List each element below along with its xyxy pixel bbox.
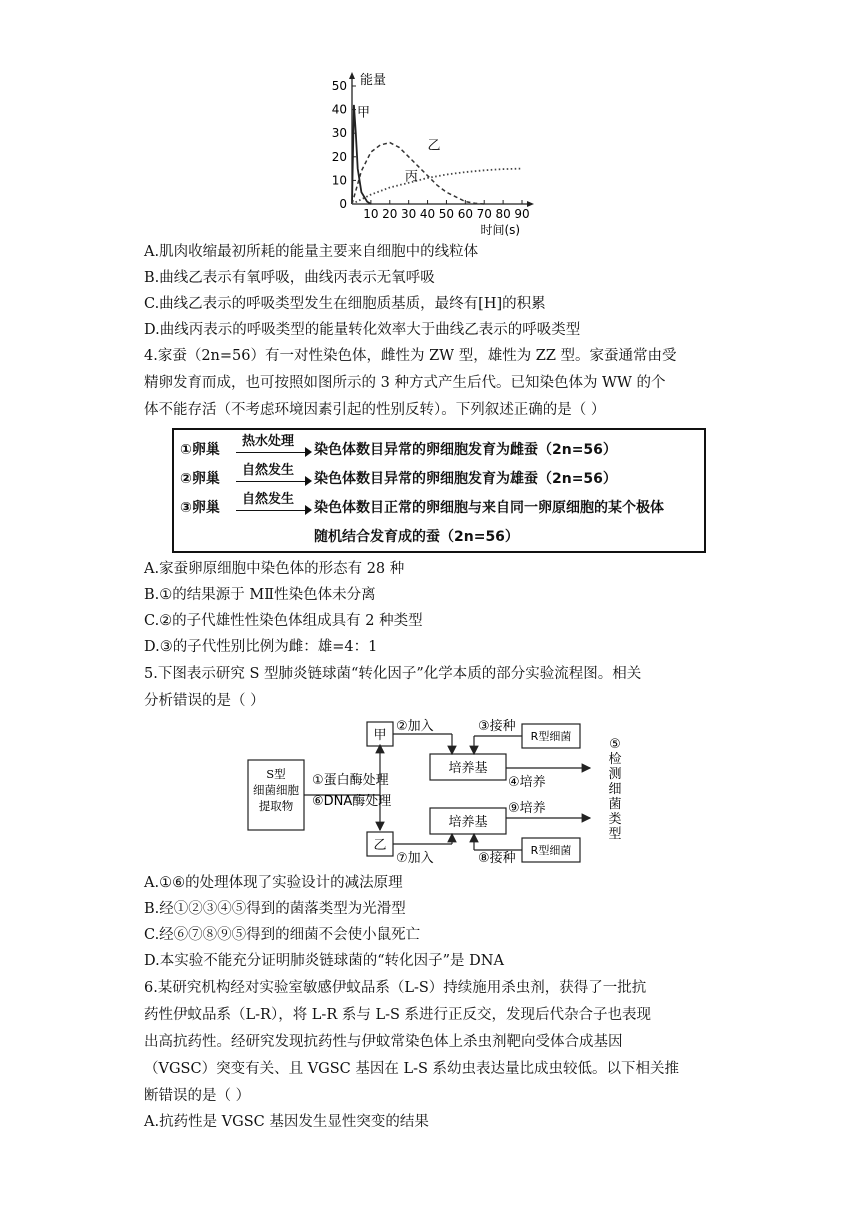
q6-stem-line: 断错误的是（ ） <box>144 1088 251 1104</box>
x-tick-label: 30 <box>401 207 417 221</box>
y-tick-label: 30 <box>331 126 347 141</box>
culture-label-2: ⑨培养 <box>508 801 546 816</box>
q4-box-num: ③卵巢 <box>180 500 220 516</box>
x-tick-label: 80 <box>495 207 511 221</box>
q4-box-num: ②卵巢 <box>180 471 220 487</box>
r-cell-label-2: R型细菌 <box>530 844 572 857</box>
q3-option-a[interactable]: A.肌肉收缩最初所耗的能量主要来自细胞中的线粒体 <box>144 244 479 260</box>
r-cell-label-1: R型细菌 <box>530 730 572 743</box>
q6-stem-line: 出高抗药性。经研究发现抗药性与伊蚊常染色体上杀虫剂靶向受体合成基因 <box>144 1034 623 1050</box>
q4-box-row-4 <box>314 523 519 549</box>
q4-option-b[interactable]: B.①的结果源于 MⅡ性染色体未分离 <box>144 587 376 603</box>
x-tick-label: 60 <box>457 207 473 221</box>
q4-box-arrow: 热水处理 <box>236 436 312 462</box>
x-tick-label: 50 <box>438 207 455 221</box>
q6-stem-line: 6.某研究机构经对实验室敏感伊蚊品系（L-S）持续施用杀虫剂，获得了一批抗 <box>144 980 647 996</box>
q3-option-c[interactable]: C.曲线乙表示的呼吸类型发生在细胞质基质，最终有[H]的积累 <box>144 296 546 312</box>
series-line-2 <box>352 143 484 204</box>
q4-box-arrow: 自然发生 <box>236 494 312 520</box>
q4-box-arrow: 自然发生 <box>236 465 312 491</box>
detect-char: 测 <box>608 767 622 782</box>
detect-char: 检 <box>608 752 622 767</box>
q3-option-b[interactable]: B.曲线乙表示有氧呼吸，曲线丙表示无氧呼吸 <box>144 270 435 286</box>
x-axis-label: 时间(s) <box>480 223 521 237</box>
inoc-label-2: ⑧接种 <box>478 851 516 866</box>
q4-box-text: 染色体数目异常的卵细胞发育为雌蚕（2n=56） <box>314 442 617 458</box>
y-tick-label: 10 <box>331 173 347 188</box>
add-label-1: ②加入 <box>396 719 434 734</box>
q5-stem-line: 分析错误的是（ ） <box>144 693 265 709</box>
q5-option-a[interactable]: A.①⑥的处理体现了实验设计的减法原理 <box>144 875 403 891</box>
treat-protease: ①蛋白酶处理 <box>312 773 389 788</box>
q4-option-c[interactable]: C.②的子代雄性性染色体组成具有 2 种类型 <box>144 613 423 629</box>
y-tick-label: 40 <box>331 102 347 117</box>
q4-box-text: 染色体数目正常的卵细胞与来自同一卵原细胞的某个极体 <box>314 500 664 516</box>
inoc-label-1: ③接种 <box>478 719 516 734</box>
y-tick-label: 0 <box>339 197 347 211</box>
s-extract-label: 提取物 <box>258 799 294 813</box>
y-axis-label: 能量 <box>360 73 387 88</box>
q5-option-b[interactable]: B.经①②③④⑤得到的菌落类型为光滑型 <box>144 901 406 917</box>
q6-stem-line: （VGSC）突变有关、且 VGSC 基因在 L-S 系幼虫表达量比成虫较低。以下相关推 <box>144 1061 680 1077</box>
q4-stem-line: 精卵发育而成，也可按照如图所示的 3 种方式产生后代。已知染色体为 WW 的个 <box>144 375 666 391</box>
x-tick-label: 10 <box>363 207 379 221</box>
y-axis-arrow <box>349 72 355 79</box>
q5-flow-diagram <box>0 712 860 872</box>
detect-label <box>608 737 621 842</box>
culture-label-1: ④培养 <box>508 775 546 790</box>
x-tick-label: 20 <box>382 207 398 221</box>
jia-label: 甲 <box>373 728 387 743</box>
detect-char: 类 <box>608 812 622 827</box>
q5-option-d[interactable]: D.本实验不能充分证明肺炎链球菌的“转化因子”是 DNA <box>144 953 504 969</box>
q4-method-box <box>172 428 706 553</box>
series-line-3 <box>352 169 522 204</box>
x-tick-label: 90 <box>514 207 530 221</box>
q5-option-c[interactable]: C.经⑥⑦⑧⑨⑤得到的细菌不会使小鼠死亡 <box>144 927 421 943</box>
detect-char: 细 <box>608 782 622 797</box>
q3-option-d[interactable]: D.曲线丙表示的呼吸类型的能量转化效率大于曲线乙表示的呼吸类型 <box>144 322 581 338</box>
q6-option-a[interactable]: A.抗药性是 VGSC 基因发生显性突变的结果 <box>144 1114 429 1130</box>
treat-dnase: ⑥DNA酶处理 <box>312 794 392 809</box>
q4-stem-line: 体不能存活（不考虑环境因素引起的性别反转）。下列叙述正确的是（ ） <box>144 402 606 418</box>
y-tick-label: 50 <box>331 79 347 93</box>
q5-stem-line: 5.下图表示研究 S 型肺炎链球菌“转化因子”化学本质的部分实验流程图。相关 <box>144 666 642 682</box>
series-label-yi: 乙 <box>427 138 441 154</box>
q4-option-a[interactable]: A.家蚕卵原细胞中染色体的形态有 28 种 <box>144 561 405 577</box>
yi-label: 乙 <box>373 838 387 853</box>
q6-stem-line: 药性伊蚊品系（L-R），将 L-R 系与 L-S 系进行正反交，发现后代杂合子也表现 <box>144 1007 652 1023</box>
detect-char: ⑤ <box>609 737 621 752</box>
detect-char: 型 <box>608 827 622 842</box>
q4-box-text: 染色体数目异常的卵细胞发育为雄蚕（2n=56） <box>314 471 617 487</box>
q4-box-num: ①卵巢 <box>180 442 220 458</box>
q4-stem-line: 4.家蚕（2n=56）有一对性染色体，雌性为 ZW 型，雄性为 ZZ 型。家蚕通常由受 <box>144 348 677 364</box>
x-tick-label: 70 <box>476 207 492 221</box>
s-extract-label: S型 <box>266 767 286 781</box>
series-label-jia: 甲 <box>357 105 371 121</box>
medium-label-2: 培养基 <box>448 815 488 830</box>
y-tick-label: 20 <box>331 149 347 164</box>
add-label-2: ⑦加入 <box>396 851 434 866</box>
series-label-bing: 丙 <box>404 169 418 185</box>
detect-char: 菌 <box>608 797 622 812</box>
s-extract-label: 细菌细胞 <box>253 783 299 797</box>
q4-box-row-3 <box>180 494 664 520</box>
medium-label-1: 培养基 <box>448 761 488 776</box>
q4-option-d[interactable]: D.③的子代性别比例为雌：雄=4：1 <box>144 639 378 655</box>
x-tick-label: 40 <box>419 207 436 221</box>
q4-box-text: 随机结合发育成的蚕（2n=56） <box>314 529 519 545</box>
